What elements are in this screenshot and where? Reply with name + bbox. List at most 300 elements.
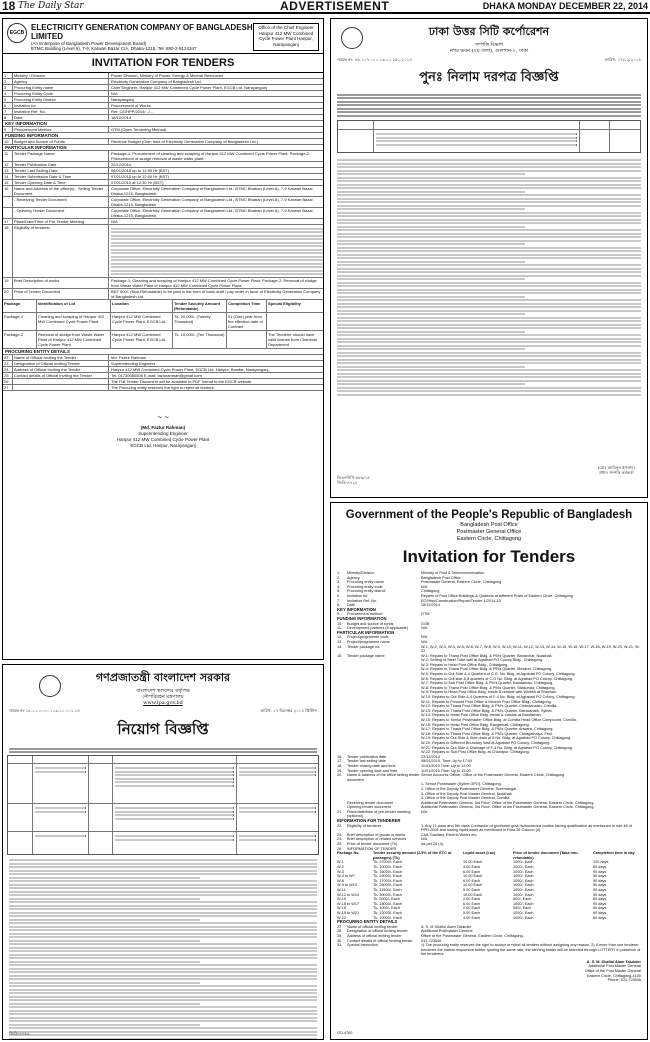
egcb-package-header-cell: Tender Security Amount (Refundable) [173, 300, 227, 312]
text-line [9, 873, 317, 875]
egcb-brief-row [3, 289, 323, 300]
dncc-intro [331, 94, 647, 117]
text-line [337, 229, 641, 231]
post-basic-row-label: Procuring entity name [347, 580, 384, 585]
egcb-basic-row-value: Chief Engineer, Haripur 412 MW Combined Cycle Power Plant, EGCB Ltd. Narayanganj [111, 85, 267, 90]
egcb-basic-row-label: Procuring Entity Code [13, 91, 109, 96]
egcb-particular-row-value: Corporate Office, Electricity Generation Company of Bangladesh Ltd., BTMC Bhaban (Level-6), 7-9 Karwan Bazar, Dhaka-1215, Bangladesh. [111, 186, 314, 196]
egcb-particular-row-no: 12 [3, 162, 13, 167]
egcb-package-cell: Package-2 [3, 331, 37, 348]
text-line [9, 964, 317, 966]
post-receiving-row-value: N/A [421, 809, 428, 814]
text-line [337, 327, 641, 329]
post-tender-cell: Tk. 29000/- Each [373, 874, 402, 879]
egcb-section-funding: FUNDING INFORMATION [3, 133, 323, 139]
post-official-row-no: 28. [337, 929, 343, 934]
egcb-particular-row-value: N/A [111, 219, 118, 224]
text-line [337, 191, 525, 193]
post-tender-cell: 6.00 Each [463, 878, 481, 883]
post-office-row-label: Name & address of the office selling tender document [347, 773, 420, 782]
bd-govt-website: www.lpa.gov.bd [143, 700, 183, 706]
post-brief-row-label: Brief description of goods or works [347, 832, 406, 837]
bd-govt-notice-title: নিয়োগ বিজ্ঞপ্তি [117, 720, 209, 738]
text-line [9, 887, 317, 889]
post-office-row-value: 3. Office of the Deputy Post Master General, Noakhali. [421, 791, 513, 796]
text-line [9, 961, 200, 963]
post-official-row-no: 27. [337, 924, 343, 929]
egcb-particular-row-label: Tender Package Name [13, 151, 109, 161]
masthead [0, 0, 650, 14]
egcb-section-procuring: PROCURING ENTITY DETAILS [3, 349, 323, 355]
page-number: 18 [2, 0, 16, 13]
egcb-package-row [3, 331, 323, 349]
text-line [9, 985, 317, 987]
post-timeline-row-label: Tender opening date and time [347, 768, 398, 773]
post-official-row-value: 031-723546 [421, 938, 442, 943]
post-brief-row-value: As per 28 (4). [421, 842, 445, 847]
post-basic-row-value: N/A [421, 584, 428, 589]
egcb-particular-row-no: 15 [3, 180, 13, 185]
post-tender-cell: W-15 [337, 897, 347, 902]
egcb-procuring-row-no: 23 [3, 361, 13, 366]
egcb-basic-row-no: 1 [3, 73, 13, 78]
egcb-procuring-row-label: Name of Official Inviting the Tender [13, 355, 109, 360]
post-timeline-row-no: 17. [337, 759, 343, 764]
text-line [9, 880, 317, 882]
post-tender-cell: 1000/- Each [513, 883, 534, 888]
post-receiving-row-value: Additional Postmaster General, 3rd Floor, Office of the Postmaster General, Eastern Circle, Chittagong. [421, 800, 595, 805]
post-tender-cell: W-12 to W14 [337, 892, 360, 897]
post-official-row-no: 29. [337, 933, 343, 938]
post-package-name: W-16: Repairs to Head Post Office Bldg. Rangamati, Chittagong. [421, 722, 530, 727]
post-timeline-row-value: 11/01/2015 Time: Up to 15.00 [421, 768, 471, 773]
egcb-package-cell [267, 313, 323, 330]
egcb-particular-row-value: Corporate Office, Electricity Generation Company of Bangladesh Ltd., BTMC Bhaban (Level-6), 7-9 Karwan Bazar, Dhaka-1215, Bangladesh. [111, 208, 314, 218]
post-tender-header-cell: Package No. [337, 851, 360, 856]
post-tender-cell: 10.00 Each [463, 892, 483, 897]
post-basic-row-no: 8. [337, 603, 341, 608]
text-line [9, 1010, 317, 1012]
egcb-particular-row-label: Tender Submission Date & Time [13, 174, 109, 179]
text-line [9, 954, 317, 956]
dncc-memo: স্মারক নং: ৪৬.১০৭.০০০.১৩.০১.২৫১.২০১৪ [337, 57, 412, 62]
post-tender-cell: W-11 [337, 887, 346, 892]
post-tender-cell: 2.00 Each [463, 897, 481, 902]
egcb-brief-row-value: Package-1: Cleaning and scraping of Haripur 412 MW Combined Cycle Power Plant. Package-2: Removal of sludge from Waste Water Plant of Haripur 412 MW Combined Cycle Power Plant. [111, 277, 317, 288]
text-line [337, 317, 641, 319]
text-line [9, 891, 317, 893]
egcb-procuring-row-no: 25 [3, 373, 13, 378]
post-package-name: W-3: Repairs to Head Post Office Bldg., Chittagong. [421, 662, 509, 667]
post-tender-cell: W-16 to W17 [337, 901, 360, 906]
post-basic-row-label: Ministry/Division [347, 571, 375, 575]
text-line [9, 919, 200, 921]
post-timeline-row-label: Tender closing date and time [347, 763, 396, 768]
post-tender-cell: Tk. 18000/- Each [373, 901, 402, 906]
post-basic-row-label: Invitation Ref. No. [347, 598, 378, 603]
egcb-key-row-no: 9 [3, 127, 13, 132]
text-line [9, 968, 317, 970]
bd-govt-job-table [7, 755, 319, 855]
text-line [337, 292, 641, 294]
post-tender-cell: 1000/- Each [513, 910, 534, 915]
post-brief-row-value: Civil, Sanitary, Electric Works etc. [421, 832, 478, 837]
post-official-row-value: 1) The procuring entity reserves the right to accept or reject all tenders without assigning any reason. 2) If more than one tenderer becomes the lowest responsive bidder quoting the same rate, the winning bidder will be selected through LOTTERY in presence of the tenderers. [421, 943, 641, 957]
post-official-row-label: Designation of official inviting tender [347, 929, 408, 934]
post-tender-cell: 10.00 Each [463, 883, 483, 888]
govt-seal-icon [39, 675, 61, 697]
text-line [9, 863, 317, 865]
post-brief-row-label: Price of tender document (Tk) [347, 842, 398, 847]
egcb-procuring-row-value: Haripur 412 MW Combined Cycle Power Plant, EGCB Ltd. Haripur, Bandar, Narayanganj. [111, 366, 270, 372]
post-funding-row-label: Development partners (if applicable) [347, 626, 408, 631]
post-tender-cell: Tk. 12000/- Each [373, 910, 402, 915]
post-signature: A. S. M. Shafiul Alam Talukder Additional Post Master General Office of the Post Master General Eastern Circle, Chittagong-4100 Phone: 031-723546 [584, 959, 641, 983]
post-package-name: W-8: Repairs to Thana Post Office Bldg. & PM's Quarter, Sitakunda, Chittagong. [421, 685, 556, 690]
post-basic-row-value: EC/Misc/Construction/Repair/Tender-1/2014-15 [421, 598, 501, 603]
post-section-procuring: PROCURING ENTITY DETAILS [337, 919, 398, 925]
egcb-tender-ad [2, 18, 324, 660]
text-line [337, 247, 641, 249]
post-info-table [331, 571, 647, 957]
egcb-procuring-row-no: 27 [3, 385, 13, 390]
post-basic-row [337, 603, 641, 608]
text-line [9, 950, 317, 952]
text-line [9, 922, 317, 924]
post-particular-row-label: Project/programme code [347, 635, 389, 640]
text-line [337, 278, 525, 280]
egcb-particular-row-no [3, 197, 13, 207]
post-tender-cell: Tk. 17000/- Each [373, 878, 402, 883]
bd-govt-header: গণপ্রজাতন্ত্রী বাংলাদেশ সরকার বাংলাদেশ স্থলবন্দর কর্তৃপক্ষ নৌপরিবহন মন্ত্রণালয় www.lpa.gov.bd [3, 665, 323, 706]
text-line [337, 296, 525, 298]
post-package-name: W-21: Repairs to Out Side & Drainage of F-4 No. Bldg. at Agrabad PO Colony, Chittagong. [421, 745, 574, 750]
egcb-section-key: KEY INFORMATION [3, 121, 323, 127]
text-line [337, 299, 641, 301]
text-line [9, 926, 317, 928]
text-line [9, 989, 317, 991]
post-tender-cell: 120 days [593, 860, 609, 865]
text-line [337, 201, 641, 203]
post-brief-row-no: 25. [337, 842, 343, 847]
text-line [337, 170, 641, 172]
post-section-funding: FUNDING INFORMATION [337, 615, 387, 621]
post-tender-cell: W-4 to W7 [337, 874, 355, 879]
egcb-particular-row-value: Package-1: Procurement of cleaning and scraping of Haripur 412 MW Combined Cycle Power Plant. Package-2: Procurement of sludge removal of waste water plant. [111, 151, 310, 161]
dncc-conditions [331, 156, 647, 400]
post-particular-row-no: 14. [337, 644, 343, 649]
egcb-procuring-row-no: 22 [3, 355, 13, 360]
egcb-basic-row-no: 3 [3, 85, 13, 90]
text-line [337, 383, 525, 385]
text-line [337, 208, 525, 210]
egcb-particular-row-no: 17 [3, 219, 13, 224]
post-office-row-value: Senior Accounts Officer, Office of the Postmaster General, Eastern Circle, Chittagong. [421, 773, 566, 778]
post-footer-no: GD-4760 [337, 1031, 353, 1036]
post-key-row-no: 9. [337, 612, 341, 617]
post-official-row-label: Special Instruction [347, 943, 379, 948]
egcb-subtitle: (An Enterprise of Bangladesh Power Development Board) [31, 41, 147, 46]
bd-govt-recruitment-ad [2, 664, 324, 1040]
text-line [9, 947, 317, 949]
post-section-tenderer: INFORMATION FOR TENDERER [337, 818, 401, 824]
post-basic-row-no: 2. [337, 575, 341, 580]
egcb-particular-row-no: 11 [3, 151, 13, 161]
egcb-header [3, 19, 323, 54]
egcb-procuring-row-value: The Full Tender Document will be available in PDF format to the EGCB website. [111, 378, 253, 384]
egcb-basic-row-no: 4 [3, 91, 13, 96]
post-header: Government of the People's Republic of Bangladesh Bangladesh Post Office Postmaster General Office Eastern Circle, Chittagong [331, 503, 647, 543]
post-tender-cell: 1000/- Each [513, 901, 534, 906]
text-line [337, 215, 641, 217]
egcb-particular-row-label: - Receiving Tender Document [13, 197, 109, 207]
post-office-row-value: 1. Senior Postmaster (Sylhet GPO), Chittagong. [421, 782, 502, 787]
post-basic-row-value: 18/12/2014 [421, 603, 441, 608]
post-package-name: W-18: Repairs to Thana Post Office Bldg. & PM's Quarter, Chhagalnaiya, Feni. [421, 731, 553, 736]
bd-govt-date: তারিখ: ১৭ ডিসেম্বর ২০১৪ খ্রিস্টাব্দ [260, 708, 317, 713]
text-line [337, 250, 641, 252]
post-particular-row-value: N/A [421, 639, 428, 644]
egcb-brief-row-label: Brief Description of works [13, 278, 109, 288]
text-line [9, 908, 317, 910]
post-basic-row-value: Chittagong [421, 589, 440, 594]
text-line [9, 929, 317, 931]
text-line [337, 387, 641, 389]
post-official-row-value: Additional Postmaster General [421, 929, 473, 934]
egcb-basic-row-label: Invitation Ref. No. [13, 109, 109, 114]
text-line [9, 894, 317, 896]
egcb-procuring-row-value: The Procuring entity reserves the right to reject all tenders. [111, 384, 215, 390]
text-line [337, 187, 641, 189]
post-timeline-row-value: 08/01/2015, Time: Up to 17:00 [421, 759, 473, 764]
post-office-tender-ad [330, 502, 648, 1040]
dncc-footer-no: ডিএনসিসি-৫৮৬/১৪ [337, 475, 370, 480]
section-title: ADVERTISEMENT [280, 0, 390, 13]
text-line [337, 264, 641, 266]
text-line [337, 226, 525, 228]
post-tender-cell: 6.00 Each [463, 901, 481, 906]
egcb-section-particular: PARTICULAR INFORMATION [3, 145, 323, 151]
text-line [337, 324, 641, 326]
text-line [9, 901, 317, 903]
post-tender-cell: W-22 [337, 915, 347, 920]
text-line [337, 198, 641, 200]
post-tender-cell: 90 days [593, 910, 607, 915]
egcb-company-name: ELECTRICITY GENERATION COMPANY OF BANGLADESH LIMITED [31, 23, 253, 41]
post-tender-cell: Tk. 25000/- Each [373, 883, 402, 888]
post-timeline-row-no: 16. [337, 754, 343, 759]
egcb-funding-row-value: Revenue Budget (Own fund of Electricity Generation Company of Bangladesh Ltd.) [111, 139, 258, 144]
post-funding-row-no: 11. [337, 626, 342, 631]
text-line [337, 373, 641, 375]
egcb-particular-row-label: Place/Date/Time of Pre-Tender Meeting [13, 219, 109, 224]
post-package-name: W-5: Repairs to Out Side & 4 Quarters of C.G. No. Bldg. at Agrabad PO Colony, Chittagong. [421, 672, 576, 677]
dncc-title: ঢাকা উত্তর সিটি কর্পোরেশন [428, 25, 550, 38]
post-tender-cell: 1000/- Each [513, 878, 534, 883]
post-basic-row-label: Procuring entity district [347, 589, 386, 594]
text-line [337, 394, 641, 396]
post-tender-cell: 2.00 Each [463, 906, 481, 911]
text-line [337, 205, 641, 207]
egcb-procuring-row-value: Md. Fazlur Rahman [111, 354, 147, 360]
post-tender-cell: Tk. 10000/- Each [373, 865, 402, 869]
post-particular-row-label: Tender package no. [347, 644, 381, 649]
post-tender-cell: 1000/- Each [513, 869, 534, 874]
post-tender-header-cell: Completion time in day [593, 851, 635, 856]
egcb-package-header [3, 300, 323, 313]
egcb-package-cell: Tk. 20,000/- (Twenty Thousand) [173, 313, 227, 330]
post-section-particular: PARTICULAR INFORMATION [337, 629, 395, 635]
dncc-date: তারিখ: ১৭/১২/২০১৪ [604, 57, 641, 62]
egcb-particular-row-value: 22/12/2014 [111, 162, 132, 167]
text-line [9, 978, 317, 980]
text-line [337, 289, 641, 291]
post-brief-row-no: 23. [337, 832, 343, 837]
text-line [337, 369, 641, 371]
egcb-brief-row-value: BDT 500/- (Non-Refundable) to be paid in the form of bank draft / pay order in favor of Electricity Generation Company of Bangladesh Ltd. [111, 288, 321, 299]
post-receiving-row-no: 21. [337, 809, 343, 814]
text-line [337, 180, 641, 182]
post-particular-row [337, 645, 641, 654]
post-tender-header [337, 851, 641, 860]
text-line [337, 320, 641, 322]
text-line [337, 313, 525, 315]
post-package-name: W-2: Setting of Steel Tube-well at Agrabad PO Colony Bldg., Chittagong. [421, 658, 544, 663]
egcb-procuring-row-label: Address of Official Inviting the Tender [13, 367, 109, 372]
text-line [337, 352, 641, 354]
post-official-row-value: A. S. M Shafiul Alam Talukder [421, 924, 471, 929]
egcb-package-cell: Haripur 412 MW Combined Cycle Power Plant, EGCB Ltd. [111, 331, 173, 348]
bd-govt-conditions [3, 855, 323, 1041]
post-govt-title: Government of the People's Republic of Bangladesh [345, 509, 633, 521]
post-tender-cell: W-3 [337, 869, 344, 874]
post-official-row-label: Address of official inviting tender [347, 933, 402, 938]
egcb-particular-row-no: 16 [3, 186, 13, 196]
post-tender-cell: 5.00 Each [463, 910, 481, 915]
post-funding-row-label: Budget and source of funds [347, 621, 394, 626]
egcb-particular-row [3, 186, 323, 197]
post-package-name: W-4: Repairs to Thana Post Office Bldg. & PM's Quarter, Mirsarai, Chittagong. [421, 667, 553, 672]
text-line [9, 1027, 317, 1029]
egcb-procuring-row-label: Contact details of Official Inviting the Tender [13, 373, 109, 378]
text-line [337, 303, 641, 305]
egcb-basic-row-label: Invitation for [13, 103, 109, 108]
egcb-particular-row-label: Tender Last Selling Date [13, 168, 109, 173]
post-package-name: W-9: Repairs to Head Post Office Bldg. inside & outside with Whitish at Sheekan. [421, 690, 558, 695]
post-tender-table [337, 851, 641, 920]
post-tender-cell: Tk. 4000/- Each [373, 906, 400, 911]
text-line [337, 362, 641, 364]
text-line [337, 376, 641, 378]
post-brief-row-value: N/A [421, 837, 428, 842]
egcb-basic-row-label: Date [13, 115, 109, 120]
post-basic-row-no: 7. [337, 598, 341, 603]
post-brief-row-label: Brief description of related services [347, 837, 407, 842]
post-tender-cell: W-2 [337, 865, 344, 869]
post-package-name: W-11: Repairs to Forward Post Office & Mecher Post Office Bldg., Chittagong. [421, 699, 552, 704]
dncc-signature: (মোঃ আমিনুল ইসলাম) প্রধান সম্পত্তি কর্মকর্তা [597, 465, 635, 475]
post-section-key: KEY INFORMATION [337, 606, 376, 612]
text-line [337, 341, 641, 343]
post-tender-cell: 5.00 Each [463, 887, 481, 892]
egcb-particular-row [3, 208, 323, 219]
post-package-name: W-12: Repairs to Thana Post Office Bldg. & PM's Quarter, Chandanaish, Comilla. [421, 704, 558, 709]
text-line [337, 310, 641, 312]
post-package-name: W-7: Repairs to Sub Post Office Bldg. & PM's Quarter, Bandarban, Chittagong. [421, 681, 554, 686]
egcb-basic-row-label: Procuring Entity name [13, 85, 109, 90]
egcb-package-header-cell: Package [3, 300, 37, 312]
post-tender-cell: W-19 to W21 [337, 910, 360, 915]
egcb-package-cell: The Tenderer should have valid license from Chemical Department [268, 331, 317, 347]
post-timeline-row-value: 22/12/2014 [421, 754, 441, 759]
text-line [337, 306, 641, 308]
post-package-name: W-20: Repairs to Different Boundary Wall at Agrabad PO Colony, Chittagong. [421, 740, 551, 745]
post-official-row [337, 943, 641, 957]
dncc-footer-no-2: জিডি-৪৭২৮ [337, 480, 358, 485]
egcb-ad-title: INVITATION FOR TENDERS [3, 54, 323, 73]
egcb-package-header-cell: Completion Time [227, 300, 267, 312]
post-tender-cell: Tk. 10000/- Each [373, 915, 402, 920]
egcb-brief-row [3, 278, 323, 289]
egcb-package-cell: Package-1 [3, 313, 37, 330]
text-line [337, 173, 525, 175]
post-tender-cell: 10.00 Each [463, 874, 483, 879]
text-line [9, 859, 317, 861]
post-package-name: W-22: Repairs to Sub Post Office Bldg. at Chandpur, Chittagong. [421, 750, 530, 755]
text-line [337, 331, 525, 333]
post-tender-cell: 90 days [593, 901, 607, 906]
text-line [337, 268, 641, 270]
egcb-basic-row-value: N/A [111, 91, 118, 96]
post-eligibility-row: 22. Eligibility of tenderer 1. Any 11 class and 5th class Contractor of govt/semi-govt./autonomous bodies having qualification as mentioned in rule 46 of PPR-2008 and having liquid asset as mentioned in Para 28 Column (4). [337, 823, 632, 833]
post-package-name: W-14: Repairs to Head Post Office Bldg. Inside & outside at Bandarban. [421, 713, 542, 718]
text-line [9, 870, 317, 872]
egcb-basic-row-label: Agency [13, 79, 109, 84]
egcb-basic-row-value: Narayanganj [111, 97, 134, 102]
egcb-basic-row-label: Ministry / Division [13, 73, 109, 78]
text-line [337, 163, 641, 165]
egcb-particular-row-no [3, 208, 13, 218]
text-line [9, 898, 200, 900]
post-particular-row-value: W-1, W-2, W-3, W-4, W-5, W-6, W-7, W-8, W-9, W-10, W-11, W-12, W-13, W-14, W-15, W-16, W-17, W-18, W-19, W-20, W-21, W-22 [421, 644, 640, 654]
post-basic-row-value: Repairs of Post Office Buildings & Quarters at different Posts of Eastern Circle, Chittagong [421, 593, 573, 598]
egcb-package-cell: Removal of sludge from Waste Water Plant of Haripur 412 MW Combined Cycle Power Plant [37, 331, 111, 348]
egcb-eligibility-row: 18 Eligibility of tenderer [3, 225, 323, 278]
post-key-row-value: OTM [421, 612, 430, 617]
text-line [337, 271, 641, 273]
text-line [337, 380, 641, 382]
post-tender-header-cell: Liquid asset (Lac) [463, 851, 496, 856]
text-line [337, 184, 641, 186]
post-timeline-row-no: 19. [337, 768, 343, 773]
text-line [337, 159, 641, 161]
post-receiving-row-value: Additional Postmaster General, 3rd Floor, Office of the Postmaster General, Eastern Circle, Chittagong. [421, 805, 595, 810]
text-line [9, 943, 317, 945]
text-line [9, 1006, 317, 1008]
post-basic-row-no: 6. [337, 593, 341, 598]
text-line [9, 915, 317, 917]
post-particular-row-no: 12. [337, 635, 343, 640]
post-tender-cell: 1000/- Each [513, 865, 534, 869]
egcb-basic-row-label: Procuring Entity District [13, 97, 109, 102]
post-tender-cell: 90 days [593, 878, 607, 883]
text-line [9, 912, 317, 914]
text-line [9, 936, 317, 938]
post-tender-cell: 1000/- Each [513, 874, 534, 879]
text-line [9, 996, 317, 998]
post-funding-row-no: 10. [337, 621, 343, 626]
text-line [337, 233, 641, 235]
